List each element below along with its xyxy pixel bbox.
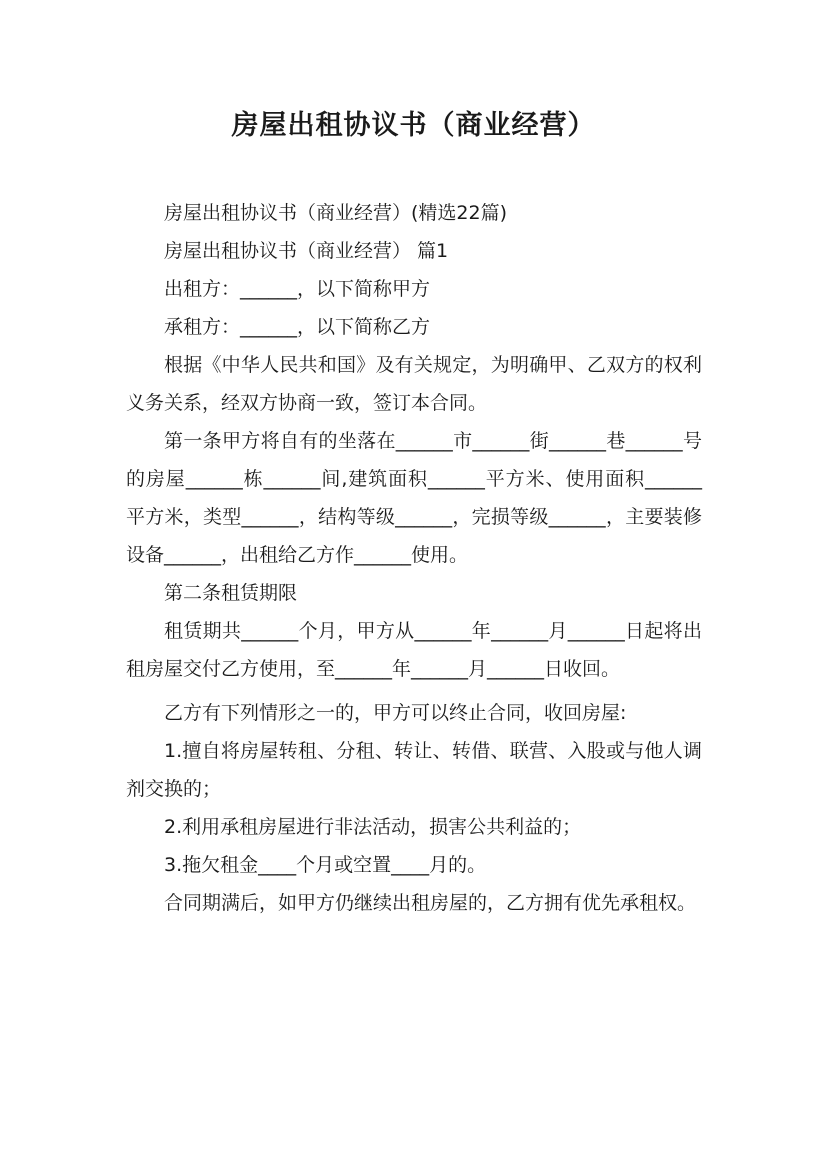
paragraph-article-1: 第一条甲方将自有的坐落在______市______街______巷______号的房屋______栋______间,建筑面积______平方米、使用面积______平方米，类型______，结构等级______，完损等级______，主要装修设备______，出租给乙方作______使用。 <box>126 430 702 566</box>
paragraph-condition-1: 1.擅自将房屋转租、分租、转让、转借、联营、入股或与他人调剂交换的； <box>126 740 702 800</box>
paragraph-subtitle: 房屋出租协议书（商业经营）(精选22篇) <box>164 202 508 224</box>
paragraph-section-heading: 房屋出租协议书（商业经营） 篇1 <box>164 240 449 262</box>
paragraph-termination-conditions: 乙方有下列情形之一的，甲方可以终止合同，收回房屋: <box>164 702 627 724</box>
paragraph-condition-3: 3.拖欠租金____个月或空置____月的。 <box>164 854 487 876</box>
paragraph-renewal-priority: 合同期满后，如甲方仍继续出租房屋的，乙方拥有优先承租权。 <box>164 892 697 914</box>
paragraph-condition-2: 2.利用承租房屋进行非法活动，损害公共利益的； <box>164 816 582 838</box>
paragraph-lessor: 出租方：______，以下简称甲方 <box>164 278 431 300</box>
paragraph-article-2-heading: 第二条租赁期限 <box>164 582 298 604</box>
paragraph-lease-term: 租赁期共______个月，甲方从______年______月______日起将出租房屋交付乙方使用，至______年______月______日收回。 <box>126 620 702 680</box>
document-title: 房屋出租协议书（商业经营） <box>231 110 596 141</box>
document-body <box>126 194 702 922</box>
paragraph-preamble: 根据《中华人民共和国》及有关规定，为明确甲、乙双方的权利义务关系，经双方协商一致，签订本合同。 <box>126 354 702 414</box>
paragraph-lessee: 承租方：______，以下简称乙方 <box>164 316 431 338</box>
